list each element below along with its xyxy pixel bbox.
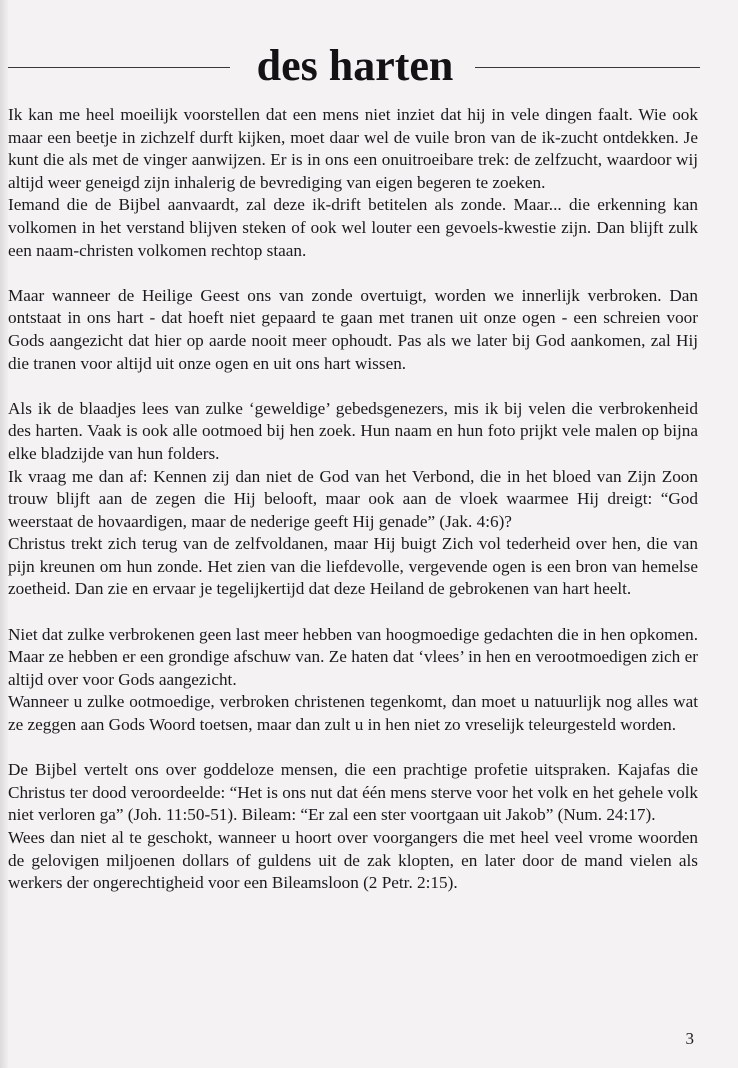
paragraph: Iemand die de Bijbel aanvaardt, zal deze ik-drift betitelen als zonde. Maar... die erkenning kan volkomen in het verstand blijven steken of ook wel louter een gevoels-kwestie zijn. Dan blijft zulk een naam-christen volkomen rechtop staan. bbox=[8, 195, 698, 260]
paragraph: Als ik de blaadjes lees van zulke ‘geweldige’ gebedsgenezers, mis ik bij velen die verbrokenheid des harten. Vaak is ook alle ootmoed bij hen zoek. Hun naam en hun foto prijkt vele malen op bijna elke bladzijde van hun folders. bbox=[8, 398, 698, 463]
page-edge-shadow bbox=[0, 0, 8, 1068]
paragraph: Christus trekt zich terug van de zelfvoldanen, maar Hij buigt Zich vol tederheid over hen, die van pijn kreunen om hun zonde. Het zien van die liefdevolle, vergevende ogen is een bron van hemelse zoetheid. Dan zie en ervaar je tegelijkertijd dat deze Heiland de gebrokenen van hart heelt. bbox=[8, 534, 698, 599]
paragraph: Maar wanneer de Heilige Geest ons van zonde overtuigt, worden we innerlijk verbroken. Dan ontstaat in ons hart - dat hoeft niet gepaard te gaan met tranen uit onze ogen - een schreien voor Gods aangezicht dat hier op aarde nooit meer ophoudt. Pas als we later bij God aankomen, zal Hij die tranen voor altijd uit onze ogen en uit ons hart wissen. bbox=[8, 285, 698, 373]
paragraph: De Bijbel vertelt ons over goddeloze mensen, die een prachtige profetie uitspraken. Kajafas die Christus ter dood veroordeelde: “Het is ons nut dat één mens sterve voor het volk en het gehele volk niet verloren ga” (Joh. 11:50-51). Bileam: “Er zal een ster voortgaan uit Jakob” (Num. 24:17). bbox=[8, 760, 698, 825]
title-rule-left bbox=[8, 67, 230, 68]
page-title: des harten bbox=[256, 41, 454, 90]
paragraph: Ik vraag me dan af: Kennen zij dan niet de God van het Verbond, die in het bloed van Zijn Zoon trouw blijft aan de zegen die Hij belooft, maar ook aan de vloek waarmee Hij dreigt: “God weerstaat de hovaardigen, maar de nederige geeft Hij genade” (Jak. 4:6)? bbox=[8, 466, 698, 531]
title-rule-right bbox=[475, 67, 700, 68]
page-header bbox=[8, 40, 700, 92]
page-number: 3 bbox=[685, 1029, 694, 1048]
body-text bbox=[8, 104, 698, 895]
paragraph: Niet dat zulke verbrokenen geen last meer hebben van hoogmoedige gedachten die in hen opkomen. Maar ze hebben er een grondige afschuw van. Ze haten dat ‘vlees’ in hen en verootmoedigen zich er altijd over voor Gods aangezicht. bbox=[8, 624, 698, 689]
paragraph: Wees dan niet al te geschokt, wanneer u hoort over voorgangers die met heel veel vrome woorden de gelovigen miljoenen dollars of guldens uit de zak klopten, en later door de mand vielen als werkers der ongerechtigheid voor een Bileamsloon (2 Petr. 2:15). bbox=[8, 828, 698, 893]
paragraph: Ik kan me heel moeilijk voorstellen dat een mens niet inziet dat hij in vele dingen faalt. Wie ook maar een beetje in zichzelf durft kijken, moet daar wel de vuile bron van de ik-zucht ontdekken. Je kunt die als met de vinger aanwijzen. Er is in ons een onuitroeibare trek: de zelfzucht, waardoor wij altijd weer geneigd zijn inhalerig de bevrediging van eigen begeren te zoeken. bbox=[8, 105, 698, 192]
paragraph: Wanneer u zulke ootmoedige, verbroken christenen tegenkomt, dan moet u natuurlijk nog alles wat ze zeggen aan Gods Woord toetsen, maar dan zult u in hen niet zo vreselijk teleurgesteld worden. bbox=[8, 692, 698, 735]
